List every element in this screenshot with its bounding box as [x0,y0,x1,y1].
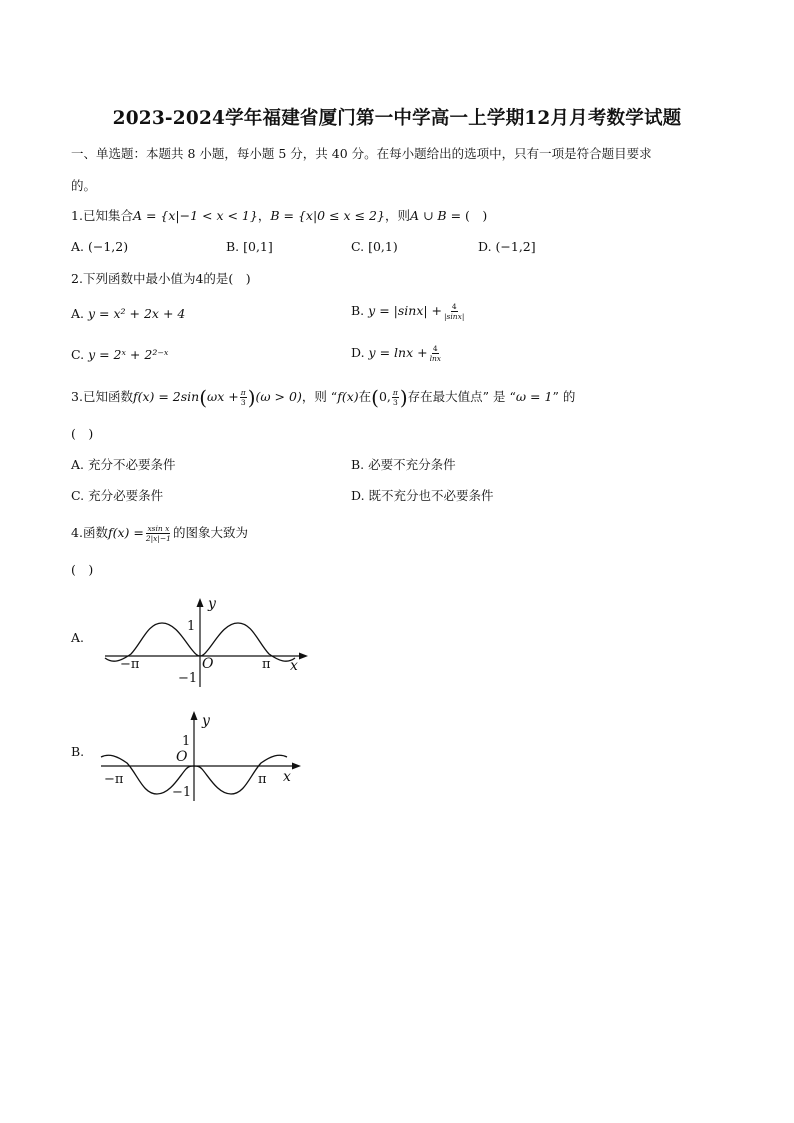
q1-set-b: B = {x|0 ≤ x ≤ 2} [270,208,385,223]
origin-label: O [202,656,214,672]
question-3-number: 3. [71,389,83,404]
q4-pre: 函数 [82,525,108,540]
x-axis-arrow-icon [292,763,301,770]
q2-option-c[interactable] [71,347,168,363]
q3-option-d[interactable]: D. 既不充分也不必要条件 [351,488,494,503]
q3-blank: ( ) [71,426,94,441]
q3-func: f(x) = 2sin [132,389,200,404]
q3-three: 3 [240,398,246,407]
q3-option-a[interactable]: A. 充分不必要条件 [71,457,176,472]
q3-zai: 在 [358,389,372,404]
section-heading: 一、单选题：本题共 8 小题，每小题 5 分，共 40 分。在每小题给出的选项中，只有一项是符合题目要求 [71,146,652,161]
q3-pi: π [240,388,246,397]
q3-fx: f(x) [337,389,359,404]
q1-blank: = ( ) [446,208,488,223]
q3-arg: ωx + [207,389,239,404]
question-2-stem [71,271,251,287]
q4-fraction [145,524,172,543]
question-4-stem [71,524,248,543]
q2-option-d-expr: y = lnx + [368,345,428,360]
y-axis-arrow-icon [197,598,204,607]
q2-option-b[interactable] [351,302,466,321]
q2-option-d-fraction [429,344,442,363]
q1-set-a: A = {x|−1 < x < 1} [132,208,258,223]
x-axis-arrow-icon [299,653,308,660]
q1-prefix: 已知集合 [82,208,133,223]
q3-mid: ，则 “ [301,389,338,404]
q2-option-b-numerator: 4 [451,302,457,311]
q1-option-a[interactable]: A. (−1,2) [71,239,129,254]
origin-label: O [176,749,188,765]
tick-label-one: 1 [182,734,191,749]
q2-option-d-numerator: 4 [432,344,438,353]
q3-pi-over-3 [240,388,247,407]
q2-option-c-label: C. [71,347,85,362]
q3-interval-end [392,388,399,407]
q2-option-d-label: D. [351,345,365,360]
q4-denominator: 2|x|−1 [145,534,171,543]
q3-post: 存在最大值点” 是 “ [407,389,516,404]
q1-ask: ，则 [384,208,410,223]
q3-end: ” 的 [552,389,576,404]
question-1-number: 1. [71,208,83,223]
q2-option-a-expr: y = x² + 2x + 4 [88,306,186,321]
q1-comma: ， [257,208,271,223]
q2-option-b-label: B. [351,303,365,318]
tick-label-neg-one: −1 [178,671,198,686]
q2-option-b-expr: y = |sinx| + [368,303,443,318]
q4-numerator: xsin x [147,524,170,533]
q4-post: 的图象大致为 [172,525,248,540]
tick-label-pi: π [262,657,271,672]
q2-option-b-fraction [443,302,465,321]
q4-blank: ( ) [71,562,94,577]
section-heading-cont: 的。 [71,178,97,193]
q3-interval-pi: π [392,388,398,397]
q2-option-a[interactable] [71,306,185,322]
x-axis-label: x [283,769,291,785]
q4-func: f(x) = [107,525,144,540]
q3-pre: 已知函数 [82,389,133,404]
tick-label-neg-pi: −π [120,657,140,672]
y-axis-arrow-icon [191,711,198,720]
q3-interval-start: 0, [378,389,391,404]
question-4-number: 4. [71,525,83,540]
q4-option-b-graph[interactable] [96,705,311,805]
q1-option-c[interactable]: C. [0,1) [351,239,398,254]
q2-option-c-expr: y = 2ˣ + 2²⁻ˣ [88,347,169,362]
tick-label-neg-pi: −π [104,772,124,787]
question-1-stem [71,208,487,224]
y-axis-label: y [202,713,210,729]
question-3-stem: 3.已知函数f(x) = 2sin(ωx + $\frac{\pi}{3}$ )(ω > 0)，则 “f(x)在(0, $\frac{\pi}{3}$ )存在最大值点” 是 “ω = 1” 的 [71,385,576,410]
question-2-number: 2. [71,271,83,286]
q2-option-d-denominator: lnx [429,354,442,363]
q3-interval-three: 3 [392,398,398,407]
y-axis-label: y [208,596,216,612]
q1-expr: A ∪ B [409,208,447,223]
q2-option-a-label: A. [71,306,85,321]
q4-option-b-label[interactable]: B. [71,744,85,759]
q3-omega: ω = 1 [515,389,553,404]
q1-option-d[interactable]: D. (−1,2] [478,239,536,254]
q4-option-a-graph[interactable] [100,592,315,692]
q4-option-a-label[interactable]: A. [71,630,85,645]
q2-option-d[interactable] [351,344,443,363]
q2-option-b-denominator: |sinx| [444,312,465,321]
q3-option-c[interactable]: C. 充分必要条件 [71,488,164,503]
q2-stem-text: 下列函数中最小值为4的是( ) [82,271,251,286]
q3-option-b[interactable]: B. 必要不充分条件 [351,457,456,472]
tick-label-one: 1 [187,619,196,634]
tick-label-pi: π [258,772,267,787]
x-axis-label: x [290,658,298,674]
q3-cond: (ω > 0) [255,389,302,404]
q1-option-b[interactable]: B. [0,1] [226,239,273,254]
tick-label-neg-one: −1 [172,785,192,800]
page-title: 2023-2024学年福建省厦门第一中学高一上学期12月月考数学试题 [112,108,682,129]
